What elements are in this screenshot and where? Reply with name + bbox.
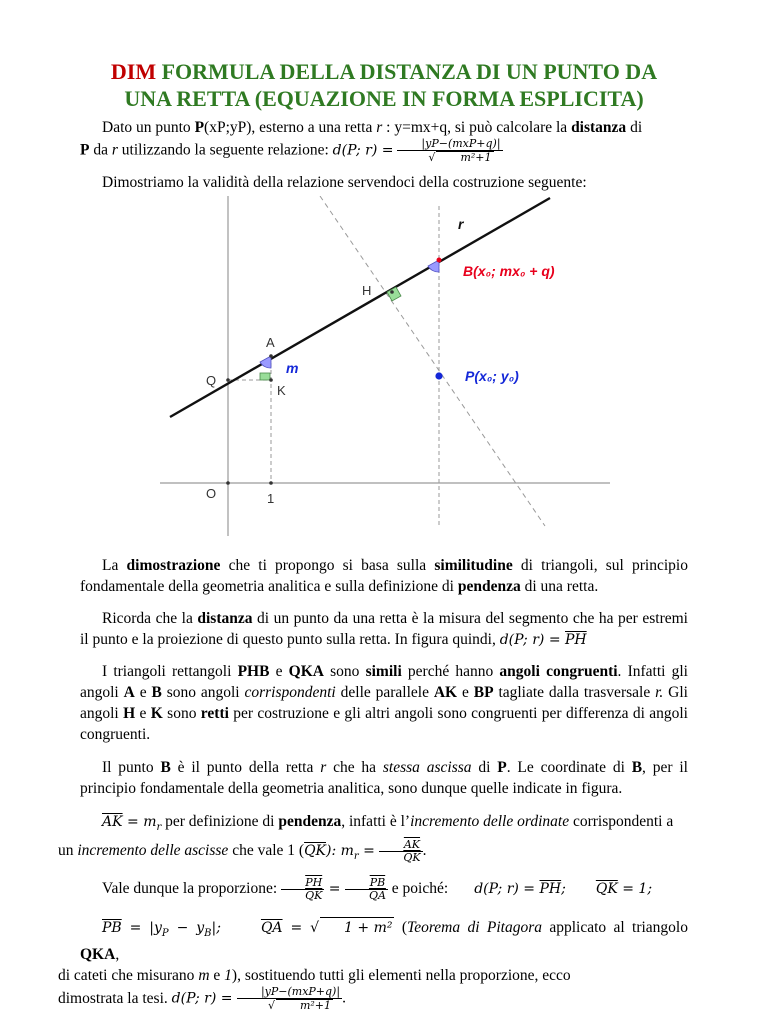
label-A: A (266, 335, 275, 350)
paragraph-pendenza: $\overline{AK} = m_r$ per definizione di pendenza, infatti è l’incremento delle ordinate corrispondenti a un incremento delle ascisse che vale 1 $(\overline{QK})$: $m_r$ = $\frac{\overline{AK}}{QK}$ . (58, 813, 674, 865)
label-r: r (458, 216, 464, 232)
label-B: B(x₀; mx₀ + q) (463, 263, 555, 279)
title-line2: UNA RETTA (EQUAZIONE IN FORMA ESPLICITA) (124, 86, 644, 111)
right-angle-K (260, 373, 270, 380)
title-dim: DIM (110, 59, 157, 84)
paragraph-triangoli: I triangoli rettangoli PHB e QKA sono simili perché hanno angoli congruenti. Infatti gli angoli A e B sono angoli corrispondenti delle parallele AK e BP tagliate dalla trasversale r. Gli angoli H e K sono retti per costruzione e gli altri angoli sono congruenti per differenza di angoli congruenti. (80, 663, 688, 743)
paragraph-punto-B: Il punto B è il punto della retta r che ha stessa ascissa di P. Le coordinate di B, per il principio fondamentale della geometria analitica, sono dunque quelle indicate in figura. (80, 759, 688, 797)
title-line1: FORMULA DELLA DISTANZA DI UN PUNTO DA (161, 59, 658, 84)
label-m: m (286, 360, 299, 376)
paragraph-dimostrazione: La dimostrazione che ti propongo si basa sulla similitudine di triangoli, sul principio fondamentale della geometria analitica e sulla definizione di pendenza di una retta. (80, 557, 688, 595)
paragraph-proporzione: Vale dunque la proporzione: $\frac{\overline{PH}}{QK}$ = $\frac{\overline{PB}}{QA}$ e poiché: d(P; $r) = \overline{PH}$; $\overline{QK} = 1$; (102, 876, 653, 902)
paragraph-distanza: Ricorda che la distanza di un punto da una retta è la misura del segmento che ha per estremi il punto e la proiezione di questo punto sulla retta. In figura quindi, d(P; $r) = \overline{PH}$ (80, 610, 688, 648)
angle-A (260, 356, 271, 368)
paragraph-tesi: $\overline{PB} = |y_P - y_B|$; $\overline{QA}$ = √ 1 + m² (Teorema di Pitagora applicato al triangolo QKA, di cateti che misurano m e 1), sostituendo tutti gli elementi nella proporzione, ecco dimostrata la tesi. d(P; r) = $\frac{\text{|yP−(mxP+q)|}}{\text{√ m²+1}}$ . (58, 919, 688, 1012)
construction-sentence: Dimostriamo la validità della relazione servendoci della costruzione seguente: (102, 174, 587, 191)
label-H: H (362, 283, 372, 298)
point-P (435, 372, 442, 379)
point-B (437, 258, 442, 263)
proportion-fraction-1: $\frac{\overline{PH}}{QK}$ (281, 877, 324, 902)
point-H (390, 290, 394, 294)
point-K (269, 378, 273, 382)
distance-formula-fraction: $\frac{\text{|yP−(mxP+q)|}}{\text{√ m²+1}}$ (397, 138, 502, 164)
final-formula-fraction: $\frac{\text{|yP−(mxP+q)|}}{\text{√ m²+1}}$ (237, 986, 342, 1012)
point-1 (269, 481, 273, 485)
point-O (226, 481, 230, 485)
proportion-fraction-2: $\frac{\overline{PB}}{QA}$ (345, 877, 388, 902)
label-1: 1 (267, 491, 275, 506)
label-P: P(x₀; y₀) (465, 368, 519, 384)
perpendicular-through-P (320, 196, 545, 526)
geometry-figure (160, 196, 620, 536)
page-title (0, 58, 768, 112)
point-A (269, 354, 273, 358)
label-Q: Q (206, 373, 217, 388)
distance-formula-lhs: d(P; r) = (332, 142, 394, 159)
point-Q (226, 378, 230, 382)
label-O: O (206, 486, 217, 501)
line-r (170, 198, 550, 417)
construction-diagram (160, 196, 620, 536)
label-K: K (277, 383, 286, 398)
right-angle-H (387, 287, 401, 301)
intro-paragraph: Dato un punto P(xP;yP), esterno a una retta r : y=mx+q, si può calcolare la distanza di P da r utilizzando la seguente relazione: d(P; r) = $\frac{\text{|yP−(mxP+q)|}}{\text{√ m²+1}}$ (80, 119, 643, 164)
slope-fraction: $\frac{\overline{AK}}{QK}$ (379, 839, 422, 864)
